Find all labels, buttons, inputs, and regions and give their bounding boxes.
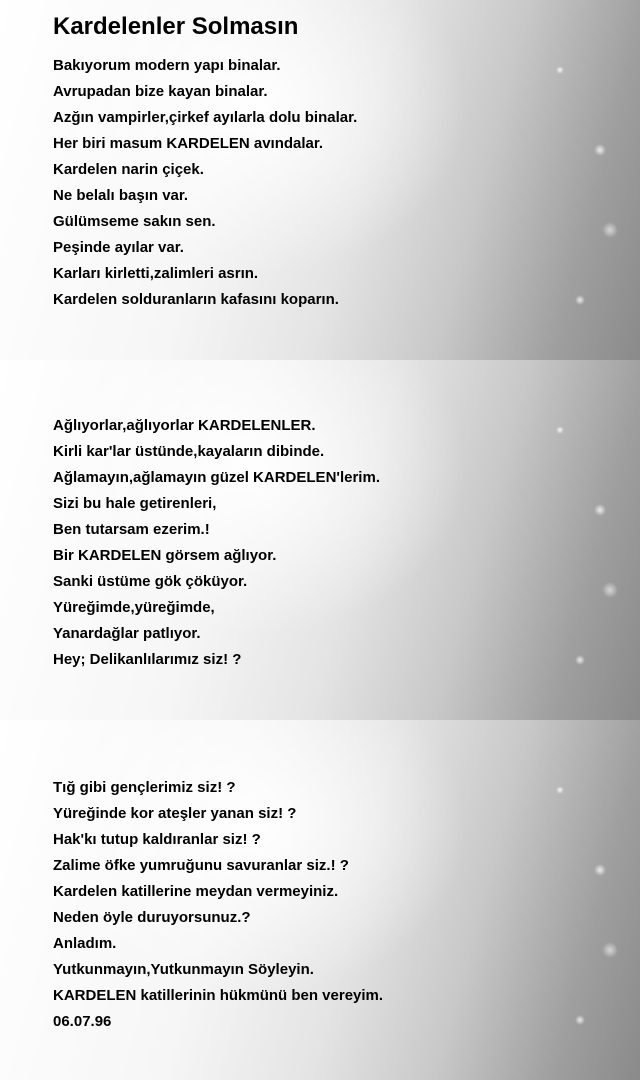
- poem-line: Neden öyle duruyorsunuz.?: [53, 909, 251, 926]
- poem-line: Kardelen solduranların kafasını koparın.: [53, 291, 339, 308]
- poem-line: 06.07.96: [53, 1013, 112, 1030]
- poem-line: Sizi bu hale getirenleri,: [53, 495, 217, 512]
- poem-line: Yanardağlar patlıyor.: [53, 625, 201, 642]
- poem-line: Bir KARDELEN görsem ağlıyor.: [53, 547, 277, 564]
- poem-line: Her biri masum KARDELEN avındalar.: [53, 135, 324, 152]
- stanza-1: [53, 53, 357, 313]
- poem-line: Hey; Delikanlılarımız siz! ?: [53, 651, 242, 668]
- poem-line: Kardelen narin çiçek.: [53, 161, 204, 178]
- poem-line: Peşinde ayılar var.: [53, 239, 184, 256]
- poem-line: Ben tutarsam ezerim.!: [53, 521, 210, 538]
- poem-line: Yüreğimde,yüreğimde,: [53, 599, 215, 616]
- poem-line: KARDELEN katillerinin hükmünü ben vereyim.: [53, 987, 384, 1004]
- poem-panel-2: [0, 360, 640, 720]
- poem-panel-1: [0, 0, 640, 360]
- stanza-2: [53, 413, 380, 673]
- poem-line: Kirli kar'lar üstünde,kayaların dibinde.: [53, 443, 325, 460]
- poem-line: Anladım.: [53, 935, 117, 952]
- poem-line: Ne belalı başın var.: [53, 187, 189, 204]
- poem-line: Yüreğinde kor ateşler yanan siz! ?: [53, 805, 297, 822]
- poem-line: Kardelen katillerine meydan vermeyiniz.: [53, 883, 339, 900]
- poem-line: Azğın vampirler,çirkef ayılarla dolu binalar.: [53, 109, 358, 126]
- poem-line: Tığ gibi gençlerimiz siz! ?: [53, 779, 236, 796]
- poem-panel-3: [0, 720, 640, 1080]
- poem-line: Hak'kı tutup kaldıranlar siz! ?: [53, 831, 261, 848]
- poem-line: Karları kirletti,zalimleri asrın.: [53, 265, 259, 282]
- poem-line: Ağlıyorlar,ağlıyorlar KARDELENLER.: [53, 417, 316, 434]
- poem-line: Bakıyorum modern yapı binalar.: [53, 57, 281, 74]
- poem-line: Ağlamayın,ağlamayın güzel KARDELEN'lerim.: [53, 469, 380, 486]
- poem-line: Yutkunmayın,Yutkunmayın Söyleyin.: [53, 961, 314, 978]
- poem-line: Gülümseme sakın sen.: [53, 213, 216, 230]
- poem-line: Sanki üstüme gök çöküyor.: [53, 573, 248, 590]
- poem-line: Avrupadan bize kayan binalar.: [53, 83, 268, 100]
- poem-title: Kardelenler Solmasın: [53, 13, 299, 40]
- stanza-3: [53, 775, 383, 1035]
- poem-line: Zalime öfke yumruğunu savuranlar siz.! ?: [53, 857, 349, 874]
